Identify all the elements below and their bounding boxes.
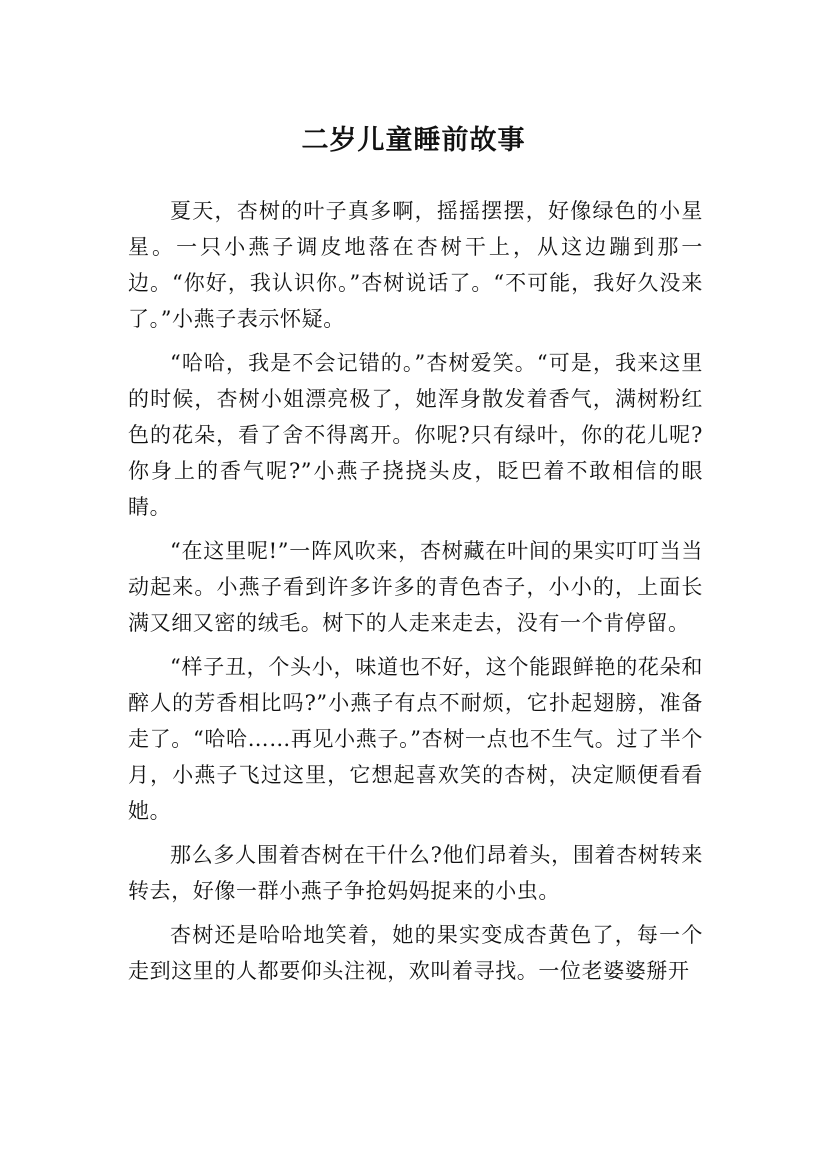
document-title: 二岁儿童睡前故事 (301, 125, 526, 157)
document-body (128, 193, 703, 989)
paragraph: “哈哈，我是不会记错的。”杏树爱笑。“可是，我来这里的时候，杏树小姐漂亮极了，她浑身散发着香气，满树粉红色的花朵，看了舍不得离开。你呢?只有绿叶，你的花儿呢?你身上的香气呢?”小燕子挠挠头皮，眨巴着不敢相信的眼睛。 (128, 351, 703, 519)
paragraph: “在这里呢!”一阵风吹来，杏树藏在叶间的果实叮叮当当动起来。小燕子看到许多许多的青色杏子，小小的，上面长满又细又密的绒毛。树下的人走来走去，没有一个肯停留。 (128, 539, 703, 635)
paragraph: 夏天，杏树的叶子真多啊，摇摇摆摆，好像绿色的小星星。一只小燕子调皮地落在杏树干上，从这边蹦到那一边。“你好，我认识你。”杏树说话了。“不可能，我好久没来了。”小燕子表示怀疑。 (128, 199, 703, 331)
paragraph: 杏树还是哈哈地笑着，她的果实变成杏黄色了，每一个走到这里的人都要仰头注视，欢叫着寻找。一位老婆婆掰开 (128, 923, 703, 983)
paragraph: “样子丑，个头小，味道也不好，这个能跟鲜艳的花朵和醉人的芳香相比吗?”小燕子有点不耐烦，它扑起翅膀，准备走了。“哈哈……再见小燕子。”杏树一点也不生气。过了半个月，小燕子飞过这里，它想起喜欢笑的杏树，决定顺便看看她。 (128, 655, 703, 823)
paragraph: 那么多人围着杏树在干什么?他们昂着头，围着杏树转来转去，好像一群小燕子争抢妈妈捉来的小虫。 (128, 843, 703, 903)
